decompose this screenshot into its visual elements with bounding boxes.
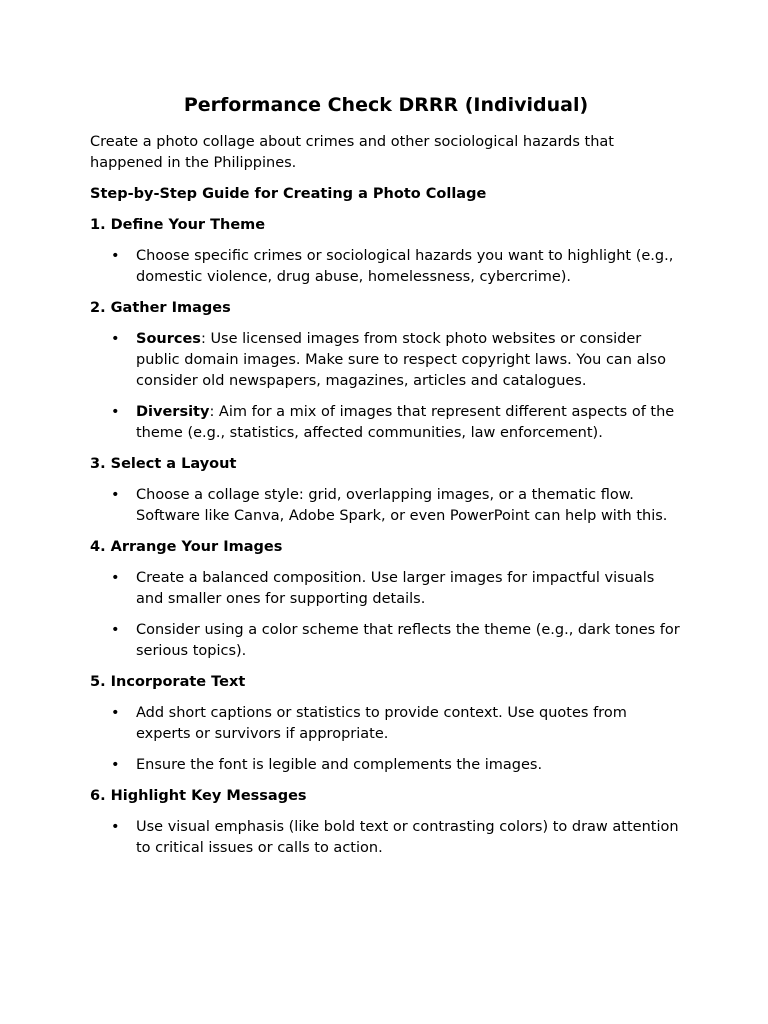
- list-item: [90, 755, 682, 776]
- list-item-text: Choose a collage style: grid, overlapping images, or a thematic flow. Software like Canva, Adobe Spark, or even PowerPoint can help with this.: [136, 487, 668, 524]
- bullet-icon: •: [111, 757, 120, 773]
- list-item-lead: Diversity: [136, 404, 210, 420]
- bullet-icon: •: [111, 331, 120, 347]
- section-heading: 3. Select a Layout: [90, 456, 237, 472]
- list-item-text: Consider using a color scheme that reflects the theme (e.g., dark tones for serious topics).: [136, 622, 680, 659]
- list-item: [90, 402, 682, 444]
- list-item: [90, 620, 682, 662]
- list-item: [90, 703, 682, 745]
- list-item-text: Use visual emphasis (like bold text or contrasting colors) to draw attention to critical issues or calls to action.: [136, 819, 679, 856]
- document-title: Performance Check DRRR (Individual): [183, 94, 589, 116]
- list-item-text: Choose specific crimes or sociological hazards you want to highlight (e.g., domestic violence, drug abuse, homelessness, cybercrime).: [136, 248, 674, 285]
- bullet-icon: •: [111, 248, 120, 264]
- bullet-icon: •: [111, 487, 120, 503]
- bullet-icon: •: [111, 705, 120, 721]
- document-page: [90, 92, 682, 869]
- list-item: [90, 246, 682, 288]
- bullet-list: [90, 817, 682, 859]
- section-heading: 1. Define Your Theme: [90, 217, 266, 233]
- section-heading: 5. Incorporate Text: [90, 674, 246, 690]
- list-item-lead: Sources: [136, 331, 201, 347]
- list-item: [90, 568, 682, 610]
- list-item: [90, 817, 682, 859]
- bullet-list: [90, 568, 682, 662]
- bullet-icon: •: [111, 622, 120, 638]
- section-heading: 2. Gather Images: [90, 300, 231, 316]
- list-item: [90, 485, 682, 527]
- bullet-icon: •: [111, 819, 120, 835]
- bullet-list: [90, 485, 682, 527]
- list-item-text: Add short captions or statistics to provide context. Use quotes from experts or survivors if appropriate.: [136, 705, 627, 742]
- bullet-list: [90, 329, 682, 444]
- sections-container: [90, 215, 682, 859]
- bullet-icon: •: [111, 404, 120, 420]
- bullet-list: [90, 703, 682, 776]
- list-item-text: Ensure the font is legible and complements the images.: [136, 757, 543, 773]
- intro-paragraph: Create a photo collage about crimes and other sociological hazards that happened in the Philippines.: [90, 134, 614, 171]
- list-item-text: : Use licensed images from stock photo websites or consider public domain images. Make sure to respect copyright laws. You can also consider old newspapers, magazines, articles and catalogues.: [136, 331, 666, 389]
- guide-heading: Step-by-Step Guide for Creating a Photo Collage: [90, 186, 487, 202]
- list-item: [90, 329, 682, 392]
- list-item-text: : Aim for a mix of images that represent different aspects of the theme (e.g., statistics, affected communities, law enforcement).: [136, 404, 675, 441]
- bullet-list: [90, 246, 682, 288]
- list-item-text: Create a balanced composition. Use larger images for impactful visuals and smaller ones for supporting details.: [136, 570, 655, 607]
- section-heading: 4. Arrange Your Images: [90, 539, 283, 555]
- bullet-icon: •: [111, 570, 120, 586]
- section-heading: 6. Highlight Key Messages: [90, 788, 307, 804]
